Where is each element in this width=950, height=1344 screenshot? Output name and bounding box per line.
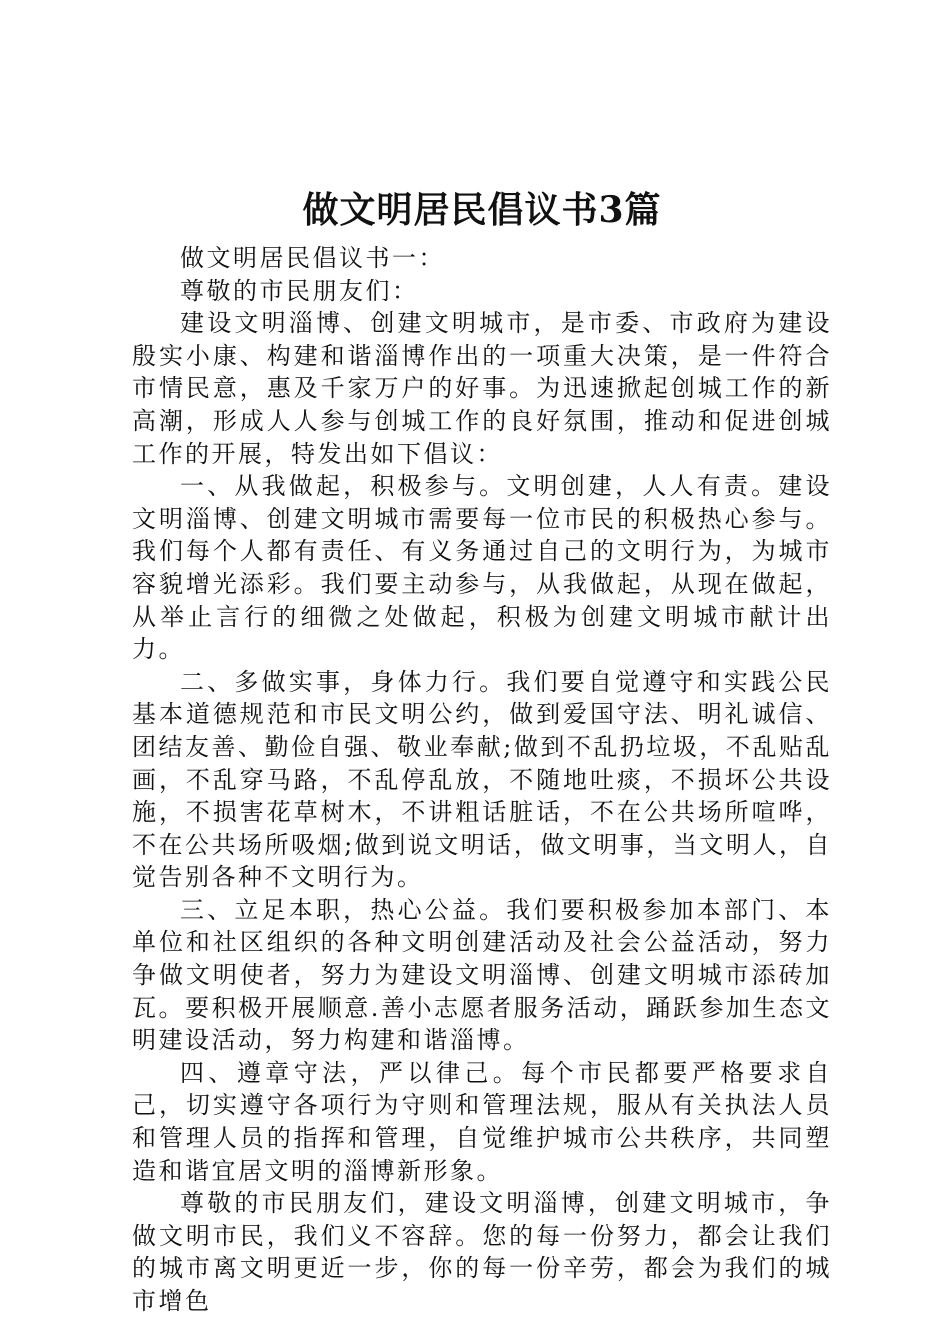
paragraph-point-3: 三、立足本职，热心公益。我们要积极参加本部门、本单位和社区组织的各种文明创建活动及社会公益活动，努力争做文明使者，努力为建设文明淄博、创建文明城市添砖加瓦。要积极开展顺意.善小志愿者服务活动，踊跃参加生态文明建设活动，努力构建和谐淄博。	[132, 895, 832, 1055]
document-title: 做文明居民倡议书3篇	[302, 189, 662, 231]
paragraph-point-4: 四、遵章守法，严以律己。每个市民都要严格要求自己，切实遵守各项行为守则和管理法规，服从有关执法人员和管理人员的指挥和管理，自觉维护城市公共秩序，共同塑造和谐宜居文明的淄博新形象。	[132, 1058, 832, 1185]
document-page	[132, 180, 832, 1318]
paragraph-point-1: 一、从我做起，积极参与。文明创建，人人有责。建设文明淄博、创建文明城市需要每一位市民的积极热心参与。我们每个人都有责任、有义务通过自己的文明行为，为城市容貌增光添彩。我们要主动参与，从我做起，从现在做起，从举止言行的细微之处做起，积极为创建文明城市献计出力。	[132, 472, 832, 664]
paragraph-point-2: 二、多做实事，身体力行。我们要自觉遵守和实践公民基本道德规范和市民文明公约，做到爱国守法、明礼诚信、团结友善、勤俭自强、敬业奉献;做到不乱扔垃圾，不乱贴乱画，不乱穿马路，不乱停乱放，不随地吐痰，不损坏公共设施，不损害花草树木，不讲粗话脏话，不在公共场所喧哗，不在公共场所吸烟;做到说文明话，做文明事，当文明人，自觉告别各种不文明行为。	[132, 667, 832, 892]
paragraph-closing: 尊敬的市民朋友们，建设文明淄博，创建文明城市，争做文明市民，我们义不容辞。您的每一份努力，都会让我们的城市离文明更近一步，你的每一份辛劳，都会为我们的城市增色	[132, 1189, 832, 1315]
paragraph-intro: 建设文明淄博、创建文明城市，是市委、市政府为建设殷实小康、构建和谐淄博作出的一项重大决策，是一件符合市情民意，惠及千家万户的好事。为迅速掀起创城工作的新高潮，形成人人参与创城工作的良好氛围，推动和促进创城工作的开展，特发出如下倡议：	[132, 309, 832, 468]
paragraph-salutation: 尊敬的市民朋友们：	[180, 276, 419, 305]
paragraph-heading: 做文明居民倡议书一：	[180, 244, 445, 272]
